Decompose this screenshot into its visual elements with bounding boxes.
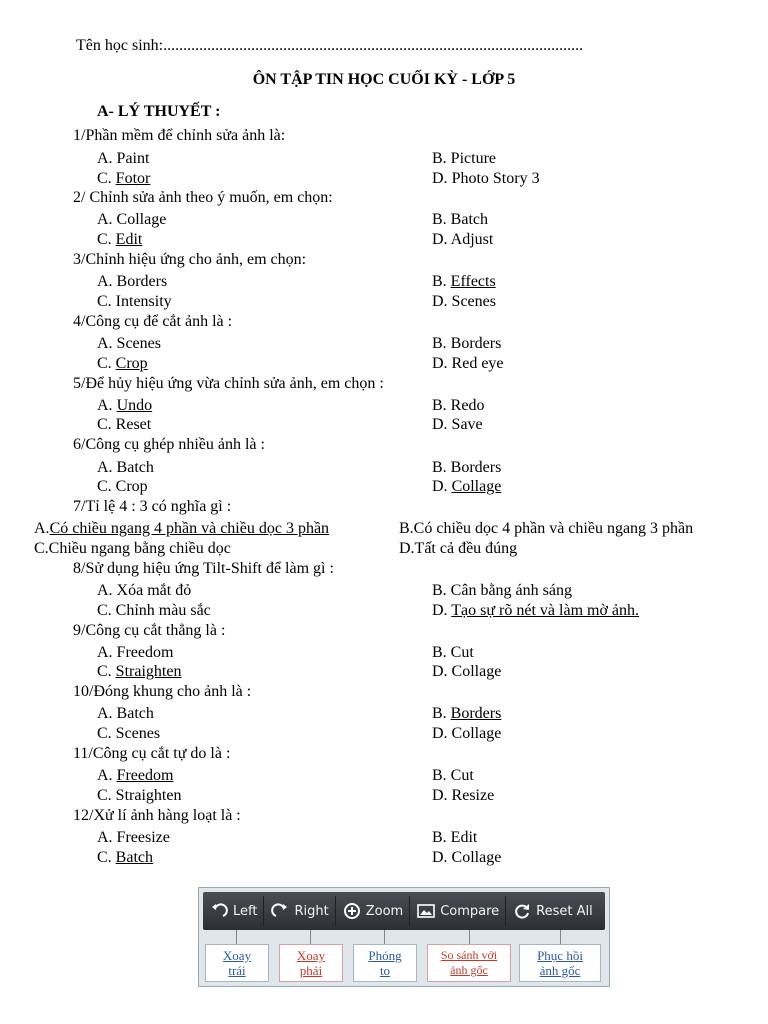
rotate-right-label: Right [294, 903, 329, 919]
question-11: 11/Công cụ cắt tự do là : [73, 745, 231, 762]
q7-option-c: C.Chiều ngang bằng chiều dọc [34, 540, 231, 557]
question-12: 12/Xử lí ảnh hàng loạt là : [73, 807, 241, 824]
q11-option-a: A. Freedom [97, 767, 174, 784]
connector-line [560, 930, 561, 944]
q10-option-c: C. Scenes [97, 725, 161, 742]
answer-highlight: Effects [450, 273, 496, 290]
question-6: 6/Công cụ ghép nhiều ảnh là : [73, 436, 265, 453]
q3-option-d: D. Scenes [432, 293, 496, 310]
caption-zoom: Phóng to [353, 944, 417, 982]
q8-option-d: D. Tạo sự rõ nét và làm mờ ảnh. [432, 602, 640, 619]
q1-option-c: C. Fotor [97, 170, 151, 187]
question-3: 3/Chỉnh hiệu ứng cho ảnh, em chọn: [73, 251, 307, 268]
q4-option-c: C. Crop [97, 355, 148, 372]
q1-option-d: D. Photo Story 3 [432, 170, 540, 187]
rotate-right-button [264, 896, 335, 926]
rotate-left-button [203, 896, 264, 926]
connector-line [384, 930, 385, 944]
q7-option-a: A.Có chiều ngang 4 phần và chiều dọc 3 phần [34, 520, 330, 537]
rotate-right-icon [270, 901, 290, 921]
caption-rotate-right: Xoay phải [279, 944, 343, 982]
q10-option-a: A. Batch [97, 705, 154, 722]
q8-option-b: B. Cân bằng ánh sáng [432, 582, 572, 599]
reset-all-label: Reset All [536, 903, 593, 919]
q9-option-a: A. Freedom [97, 644, 174, 661]
q6-option-a: A. Batch [97, 459, 154, 476]
question-2: 2/ Chỉnh sửa ảnh theo ý muốn, em chọn: [73, 189, 333, 206]
q9-option-c: C. Straighten [97, 663, 182, 680]
question-7: 7/Tỉ lệ 4 : 3 có nghĩa gì : [73, 498, 232, 515]
q12-option-d: D. Collage [432, 849, 502, 866]
rotate-left-icon [209, 901, 229, 921]
compare-label: Compare [440, 903, 500, 919]
q1-option-b: B. Picture [432, 150, 496, 167]
connector-line [469, 930, 470, 944]
question-4: 4/Công cụ để cắt ảnh là : [73, 313, 233, 330]
q12-option-c: C. Batch [97, 849, 153, 866]
question-10: 10/Đóng khung cho ảnh là : [73, 683, 252, 700]
zoom-label: Zoom [365, 903, 404, 919]
answer-highlight: Fotor [115, 170, 151, 187]
q2-option-b: B. Batch [432, 211, 488, 228]
answer-highlight: Edit [115, 231, 143, 248]
answer-highlight: Undo [116, 397, 153, 414]
question-8: 8/Sử dụng hiệu ứng Tilt-Shift để làm gì : [73, 560, 334, 577]
q11-option-c: C. Straighten [97, 787, 182, 804]
answer-highlight: Crop [115, 355, 148, 372]
q9-option-d: D. Collage [432, 663, 502, 680]
q11-option-d: D. Resize [432, 787, 495, 804]
answer-highlight: Borders [450, 705, 502, 722]
q7-option-d: D.Tất cả đều đúng [399, 540, 518, 557]
q4-option-b: B. Borders [432, 335, 502, 352]
answer-highlight: Tạo sự rõ nét và làm mờ ảnh. [451, 602, 640, 619]
caption-rotate-left: Xoay trái [205, 944, 269, 982]
q12-option-b: B. Edit [432, 829, 478, 846]
caption-reset: Phục hồi ảnh gốc [519, 944, 601, 982]
q10-option-d: D. Collage [432, 725, 502, 742]
q9-option-b: B. Cut [432, 644, 474, 661]
question-9: 9/Công cụ cắt thẳng là : [73, 622, 226, 639]
q10-option-b: B. Borders [432, 705, 502, 722]
question-5: 5/Để hủy hiệu ứng vừa chỉnh sửa ảnh, em chọn : [73, 375, 384, 392]
answer-highlight: Có chiều ngang 4 phần và chiều dọc 3 phần [49, 520, 330, 537]
answer-highlight: Straighten [115, 663, 182, 680]
q8-option-c: C. Chỉnh màu sắc [97, 602, 211, 619]
student-name-line: Tên học sinh:......................................................................................................... [76, 37, 584, 54]
reset-icon [512, 901, 532, 921]
compare-button [410, 896, 506, 926]
q3-option-b: B. Effects [432, 273, 496, 290]
photo-toolbar [203, 892, 605, 930]
caption-compare: So sánh với ảnh gốc [427, 944, 511, 982]
q6-option-c: C. Crop [97, 478, 148, 495]
page-title: ÔN TẬP TIN HỌC CUỐI KỲ - LỚP 5 [252, 71, 516, 88]
q11-option-b: B. Cut [432, 767, 474, 784]
reset-all-button [506, 896, 599, 926]
connector-line [236, 930, 237, 944]
q4-option-a: A. Scenes [97, 335, 161, 352]
connector-line [310, 930, 311, 944]
q2-option-c: C. Edit [97, 231, 143, 248]
toolbar-illustration [198, 887, 610, 987]
q6-option-d: D. Collage [432, 478, 502, 495]
q5-option-b: B. Redo [432, 397, 485, 414]
answer-highlight: Batch [115, 849, 153, 866]
zoom-button [336, 896, 410, 926]
q5-option-a: A. Undo [97, 397, 153, 414]
zoom-icon [342, 901, 362, 921]
q1-option-a: A. Paint [97, 150, 150, 167]
question-1: 1/Phần mềm để chỉnh sửa ảnh là: [73, 127, 286, 144]
q2-option-a: A. Collage [97, 211, 167, 228]
q7-option-b: B.Có chiều dọc 4 phần và chiều ngang 3 phần [399, 520, 694, 537]
q3-option-c: C. Intensity [97, 293, 172, 310]
q5-option-d: D. Save [432, 416, 483, 433]
q3-option-a: A. Borders [97, 273, 168, 290]
q2-option-d: D. Adjust [432, 231, 494, 248]
answer-highlight: Freedom [116, 767, 174, 784]
q12-option-a: A. Freesize [97, 829, 170, 846]
q4-option-d: D. Red eye [432, 355, 504, 372]
q5-option-c: C. Reset [97, 416, 152, 433]
rotate-left-label: Left [233, 903, 258, 919]
compare-icon [416, 901, 436, 921]
answer-highlight: Collage [451, 478, 502, 495]
section-heading: A- LÝ THUYẾT : [97, 103, 221, 120]
q6-option-b: B. Borders [432, 459, 502, 476]
q8-option-a: A. Xóa mắt đỏ [97, 582, 192, 599]
